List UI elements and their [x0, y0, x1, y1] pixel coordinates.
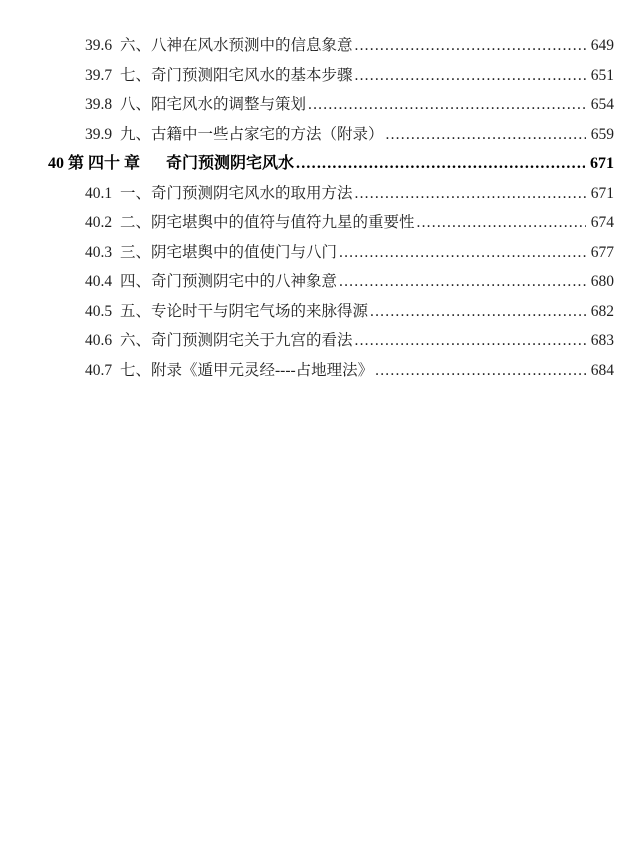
toc-entry[interactable]	[0, 297, 614, 327]
entry-title: 九、古籍中一些占家宅的方法（附录）	[120, 125, 384, 143]
dot-leader	[355, 61, 586, 91]
dot-leader	[355, 326, 586, 356]
chapter-label: 第 四十 章	[68, 155, 141, 172]
entry-number: 39.8	[85, 96, 113, 113]
entry-title: 奇门预测阴宅风水	[166, 155, 295, 172]
entry-number: 40.5	[85, 302, 113, 320]
entry-title: 二、阴宅堪舆中的值符与值符九星的重要性	[120, 214, 415, 231]
toc-entry[interactable]	[0, 267, 614, 297]
dot-leader	[370, 297, 586, 327]
entry-number: 40.2	[85, 214, 113, 231]
dot-leader	[339, 267, 586, 297]
toc-entry[interactable]	[0, 179, 614, 209]
dot-leader	[339, 238, 586, 268]
toc-entry[interactable]	[0, 120, 614, 150]
page-number: 651	[590, 66, 614, 84]
entry-number: 39.9	[85, 125, 113, 143]
toc-entry[interactable]	[0, 238, 614, 268]
toc-entry[interactable]	[0, 90, 614, 120]
entry-number: 40.6	[85, 332, 113, 349]
dot-leader	[355, 31, 586, 61]
page-number: 680	[590, 273, 614, 290]
dot-leader	[417, 208, 586, 238]
toc-entry[interactable]	[0, 31, 614, 61]
entry-number: 40.4	[85, 273, 113, 290]
entry-number: 40.3	[85, 243, 113, 261]
entry-title: 六、八神在风水预测中的信息象意	[120, 37, 353, 54]
page-number: 683	[590, 332, 614, 349]
entry-title: 一、奇门预测阴宅风水的取用方法	[120, 184, 353, 202]
page-number: 649	[590, 37, 614, 54]
toc-list	[0, 31, 614, 385]
entry-title: 六、奇门预测阴宅关于九宫的看法	[120, 332, 353, 349]
page-number: 654	[590, 96, 614, 113]
entry-number: 40.7	[85, 361, 113, 379]
entry-title: 七、附录《遁甲元灵经----占地理法》	[120, 361, 374, 379]
toc-entry[interactable]	[0, 326, 614, 356]
entry-title: 三、阴宅堪舆中的值使门与八门	[120, 243, 338, 261]
entry-number: 40.1	[85, 184, 113, 202]
toc-entry[interactable]	[0, 356, 614, 386]
toc-chapter-entry[interactable]	[0, 149, 614, 179]
page-number: 674	[590, 214, 614, 231]
entry-title: 五、专论时干与阴宅气场的来脉得源	[120, 302, 369, 320]
entry-title: 八、阳宅风水的调整与策划	[120, 96, 307, 113]
page-number: 677	[590, 243, 614, 261]
dot-leader	[308, 90, 586, 120]
dot-leader	[296, 149, 585, 179]
page-number: 682	[590, 302, 614, 320]
entry-number: 39.6	[85, 37, 113, 54]
entry-number: 39.7	[85, 66, 113, 84]
dot-leader	[386, 120, 586, 150]
entry-title: 七、奇门预测阳宅风水的基本步骤	[120, 66, 353, 84]
page-number: 671	[590, 184, 614, 202]
entry-number: 40	[48, 155, 64, 172]
toc-entry[interactable]	[0, 208, 614, 238]
toc-entry[interactable]	[0, 61, 614, 91]
entry-title: 四、奇门预测阴宅中的八神象意	[120, 273, 338, 290]
page-number: 684	[590, 361, 614, 379]
dot-leader	[355, 179, 586, 209]
dot-leader	[375, 356, 586, 386]
page-number: 671	[590, 155, 614, 172]
page-number: 659	[590, 125, 614, 143]
